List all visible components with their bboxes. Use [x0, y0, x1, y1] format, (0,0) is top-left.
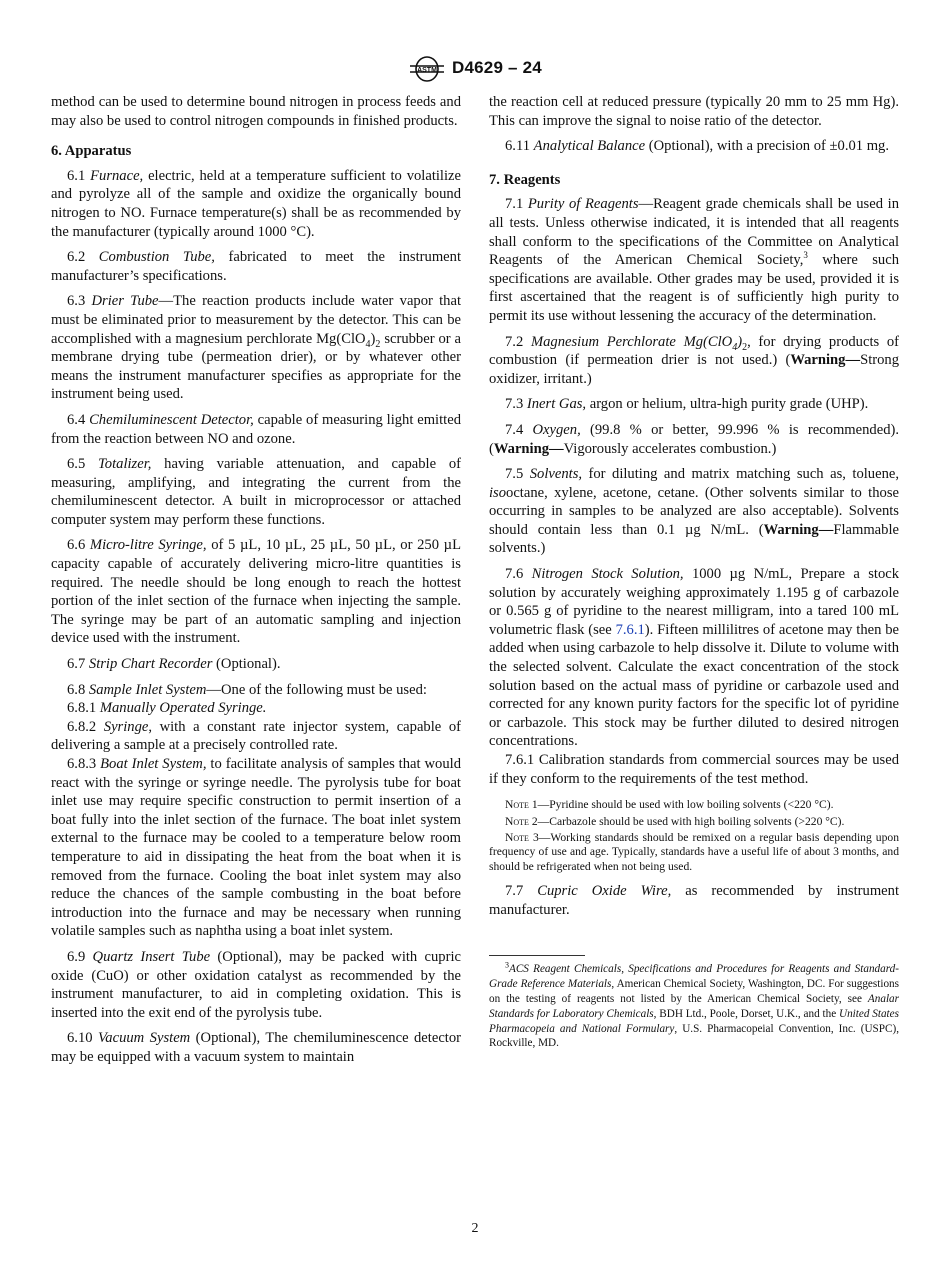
- section-heading-reagents: 7. Reagents: [489, 171, 561, 188]
- paragraph-7-4: 7.4 Oxygen, (99.8 % or better, 99.996 % is recommended). (Warning—Vigorously accelerates combustion.): [489, 421, 899, 457]
- paragraph-7-7: 7.7 Cupric Oxide Wire, as recommended by instrument manufacturer.: [489, 883, 899, 918]
- document-id: D4629 – 24: [452, 58, 542, 77]
- paragraph-6-3: 6.3 Drier Tube—The reaction products include water vapor that must be eliminated prior to measurement by the detector. This can be accomplished with a magnesium perchlorate $Mg(ClO_4)_2$ scrubber or a membrane drying tube (permeation drier), or by whatever other means the instrument manufacturer specifies as appropriate for the instrument being used.: [51, 293, 462, 403]
- note-2: Note 2—Carbazole should be used with high boiling solvents (>220 °C).: [505, 814, 845, 828]
- paragraph-continued: method can be used to determine bound nitrogen in process feeds and may also be used to control nitrogen compounds in finished products.: [51, 94, 461, 129]
- right-column: [489, 93, 899, 1051]
- page-number: 2: [471, 1221, 479, 1236]
- paragraph-7-5: 7.5 Solvents, for diluting and matrix matching such as, toluene, isooctane, xylene, acetone, cetane. (Other solvents similar to those occurring in samples to be analyzed are also acceptable). Solvents should contain less than 0.1 µg N/mL. (Warning—Flammable solvents.): [489, 466, 899, 557]
- section-heading-apparatus: 6. Apparatus: [51, 143, 132, 160]
- paragraph-6-1: 6.1 Furnace, electric, held at a temperature sufficient to volatilize and pyrolyze all of the sample and oxidize the organically bound nitrogen to NO. Furnace temperature(s) shall be as recommended by the manufacturer (typically around 1000 °C).: [51, 167, 461, 240]
- paragraph-7-6-1: 7.6.1 Calibration standards from commercial sources may be used if they conform to the requirements of the test method.: [489, 752, 899, 787]
- paragraph-6-6: 6.6 Micro-litre Syringe, of 5 µL, 10 µL, 25 µL, 50 µL, or 250 µL capacity capable of accurately delivering micro-litre quantities is required. The needle should be long enough to reach the hottest portion of the inlet section of the furnace when injecting the sample. The syringe may be part of an automatic sampling and injection device used with the instrument.: [51, 537, 461, 647]
- note-3: Note 3—Working standards should be remixed on a regular basis depending upon frequency of use and age. Typically, standards have a useful life of about 3 months, and should be refrigerated when not being used.: [489, 831, 899, 873]
- paragraph-6-8: 6.8 Sample Inlet System—One of the following must be used:: [67, 681, 427, 698]
- paragraph-6-8-3: 6.8.3 Boat Inlet System, to facilitate analysis of samples that would react with the syringe or syringe needle. The pyrolysis tube for boat inlet use may require specific construction to permit insertion of a boat fully into the inlet section of the furnace. The boat inlet system external to the furnace may be cooled to a temperature below room temperature to aid in dissipating the heat from the boat when it is removed from the furnace. Cooling the boat inlet system may also reduce the chances of the sample combusting in the boat before introduction into the furnace and may be necessary when running volatile samples such as naphtha using a boat inlet system.: [51, 756, 461, 940]
- note-1: Note 1—Pyridine should be used with low boiling solvents (<220 °C).: [505, 798, 834, 812]
- astm-logo-icon: [408, 56, 446, 82]
- paragraph-7-6: 7.6 Nitrogen Stock Solution, 1000 µg N/mL, Prepare a stock solution by accurately weighing approximately 1.195 g of carbazole or 0.565 g of pyridine to the nearest milligram, into a tared 100 mL volumetric flask (see 7.6.1). Fifteen millilitres of acetone may then be added when using carbazole to help dissolve it. Dilute to volume with the selected solvent. Calculate the exact concentration of the stock solution based on the actual mass of pyridine or carbazole used and corrected for any known purity factors for the specific lot of pyridine or carbazole. This stock may be further diluted to desired nitrogen concentrations.: [489, 566, 900, 750]
- footnote-3: $^3$ACS Reagent Chemicals, Specifications and Procedures for Reagents and Standard-Grade Reference Materials, American Chemical Society, Washington, DC. For suggestions on the testing of reagents not listed by the American Chemical Society, see Analar Standards for Laboratory Chemicals, BDH Ltd., Poole, Dorset, U.K., and the United States Pharmacopeia and National Formulary, U.S. Pharmacopeial Convention, Inc. (USPC), Rockville, MD.: [489, 960, 899, 1050]
- paragraph-6-8-1: 6.8.1 Manually Operated Syringe.: [67, 700, 267, 717]
- section-link-7-6-1[interactable]: 7.6.1: [615, 621, 645, 638]
- paragraph-6-9: 6.9 Quartz Insert Tube (Optional), may be packed with cupric oxide (CuO) or other oxidation catalyst as recommended by the instrument manufacturer, to aid in completing oxidation. This is inserted into the exit end of the pyrolysis tube.: [51, 948, 461, 1021]
- paragraph-7-3: 7.3 Inert Gas, argon or helium, ultra-high purity grade (UHP).: [505, 396, 869, 413]
- paragraph-7-1: 7.1 Purity of Reagents—Reagent grade chemicals shall be used in all tests. Unless otherwise indicated, it is intended that all reagents shall conform to the specifications of the Committee on Analytical Reagents of the American Chemical Society,$^3$ where such specifications are available. Other grades may be used, provided it is first ascertained that the reagent is of sufficiently high purity to permit its use without lessening the accuracy of the determination.: [489, 196, 899, 324]
- page-header: [0, 56, 950, 82]
- paragraph-6-7: 6.7 Strip Chart Recorder (Optional).: [67, 656, 281, 673]
- footnote-divider: [489, 955, 585, 956]
- svg-text:ASTM: ASTM: [417, 67, 437, 74]
- notes-block: [489, 798, 899, 874]
- paragraph-6-11: 6.11 Analytical Balance (Optional), with a precision of ±0.01 mg.: [505, 138, 890, 155]
- paragraph-7-2: 7.2 Magnesium Perchlorate $Mg(ClO_4)_2$, for drying products of combustion (if permeation drier is not used.) (Warning—Strong oxidizer, irritant.): [489, 333, 900, 387]
- paragraph-continued: the reaction cell at reduced pressure (typically 20 mm to 25 mm Hg). This can improve the signal to noise ratio of the detector.: [489, 94, 899, 129]
- paragraph-6-5: 6.5 Totalizer, having variable attenuation, and capable of measuring, amplifying, and integrating the current from the chemiluminescent detector. A built in microprocessor or attached computer system may perform these functions.: [51, 456, 461, 528]
- paragraph-6-2: 6.2 Combustion Tube, fabricated to meet the instrument manufacturer’s specifications.: [51, 249, 461, 284]
- paragraph-6-8-2: 6.8.2 Syringe, with a constant rate injector system, capable of delivering a sample at a precisely controlled rate.: [51, 718, 461, 754]
- paragraph-6-4: 6.4 Chemiluminescent Detector, capable of measuring light emitted from the reaction between NO and ozone.: [51, 411, 461, 447]
- paragraph-6-10: 6.10 Vacuum System (Optional), The chemiluminescence detector may be equipped with a vacuum system to maintain: [51, 1030, 462, 1065]
- left-column: [51, 93, 461, 1074]
